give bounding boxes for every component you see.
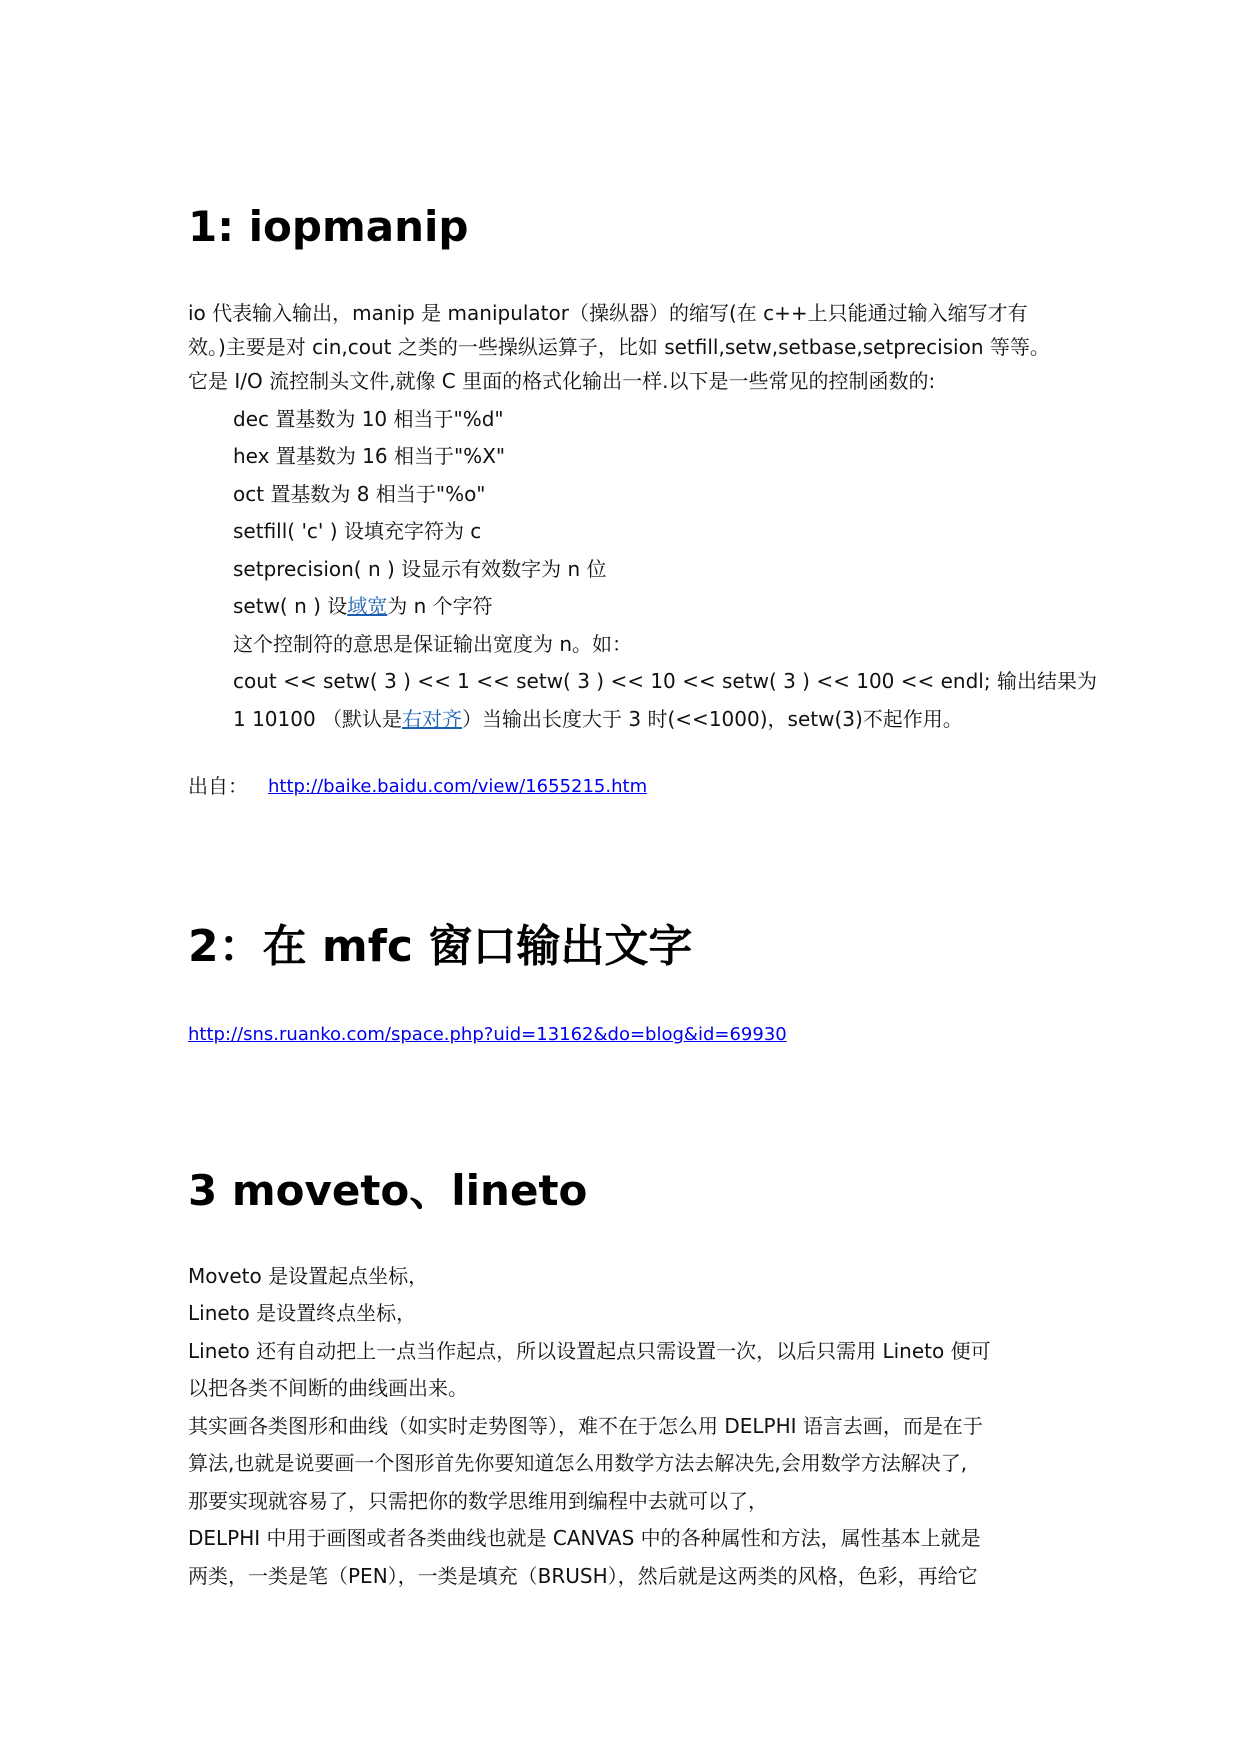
section1-intro-line-3: 它是 I/O 流控制头文件,就像 C 里面的格式化输出一样.以下是一些常见的控制函数的: — [188, 369, 936, 393]
section3-line-6: 算法,也就是说要画一个图形首先你要知道怎么用数学方法去解决先,会用数学方法解决了, — [188, 1451, 968, 1475]
list-item-hex: hex 置基数为 16 相当于"%X" — [233, 444, 506, 468]
setw-text-before: setw( n ) 设 — [233, 594, 348, 618]
section2-url-link[interactable]: http://sns.ruanko.com/space.php?uid=13162&do=blog&id=69930 — [188, 1024, 787, 1045]
section1-heading: 1: iopmanip — [188, 202, 469, 251]
list-item-setfill: setfill( 'c' ) 设填充字符为 c — [233, 519, 482, 543]
setw-note: 这个控制符的意思是保证输出宽度为 n。如： — [233, 632, 633, 656]
section3-heading: 3 moveto、lineto — [188, 1166, 588, 1215]
source-label: 出自： — [188, 774, 248, 798]
section3-line-8: DELPHI 中用于画图或者各类曲线也就是 CANVAS 中的各种属性和方法，属性基本上就是 — [188, 1526, 981, 1550]
result-text-before: 1 10100 （默认是 — [233, 707, 403, 731]
section3-line-7: 那要实现就容易了，只需把你的数学思维用到编程中去就可以了， — [188, 1489, 768, 1513]
result-text-after: ）当输出长度大于 3 时(<<1000)，setw(3)不起作用。 — [462, 707, 963, 731]
section1-intro-line-1: io 代表输入输出，manip 是 manipulator（操纵器）的缩写(在 c++上只能通过输入缩写才有 — [188, 301, 1028, 325]
section2-heading: 2：在 mfc 窗口输出文字 — [188, 921, 693, 972]
field-width-link[interactable]: 域宽 — [347, 594, 388, 618]
section3-line-3: Lineto 还有自动把上一点当作起点，所以设置起点只需设置一次，以后只需用 Lineto 便可 — [188, 1339, 991, 1363]
section1-intro-line-2: 效。)主要是对 cin,cout 之类的一些操纵运算子，比如 setfill,setw,setbase,setprecision 等等。 — [188, 335, 1050, 359]
list-item-setprecision: setprecision( n ) 设显示有效数字为 n 位 — [233, 557, 607, 581]
section3-line-2: Lineto 是设置终点坐标， — [188, 1301, 417, 1325]
setw-text-after: 为 n 个字符 — [387, 594, 493, 618]
setw-example: cout << setw( 3 ) << 1 << setw( 3 ) << 10 << setw( 3 ) << 100 << endl; 输出结果为 — [233, 669, 1097, 693]
list-item-oct: oct 置基数为 8 相当于"%o" — [233, 482, 486, 506]
section3-line-5: 其实画各类图形和曲线（如实时走势图等），难不在于怎么用 DELPHI 语言去画，而是在于 — [188, 1414, 983, 1438]
list-item-dec: dec 置基数为 10 相当于"%d" — [233, 407, 504, 431]
section3-line-4: 以把各类不间断的曲线画出来。 — [188, 1376, 468, 1400]
list-item-setw — [233, 596, 493, 616]
section3-line-9: 两类，一类是笔（PEN），一类是填充（BRUSH），然后就是这两类的风格，色彩，再给它 — [188, 1564, 978, 1588]
setw-result — [233, 709, 963, 729]
section3-line-1: Moveto 是设置起点坐标， — [188, 1264, 429, 1288]
source-url-link[interactable]: http://baike.baidu.com/view/1655215.htm — [268, 776, 648, 797]
right-align-link[interactable]: 右对齐 — [402, 707, 463, 731]
